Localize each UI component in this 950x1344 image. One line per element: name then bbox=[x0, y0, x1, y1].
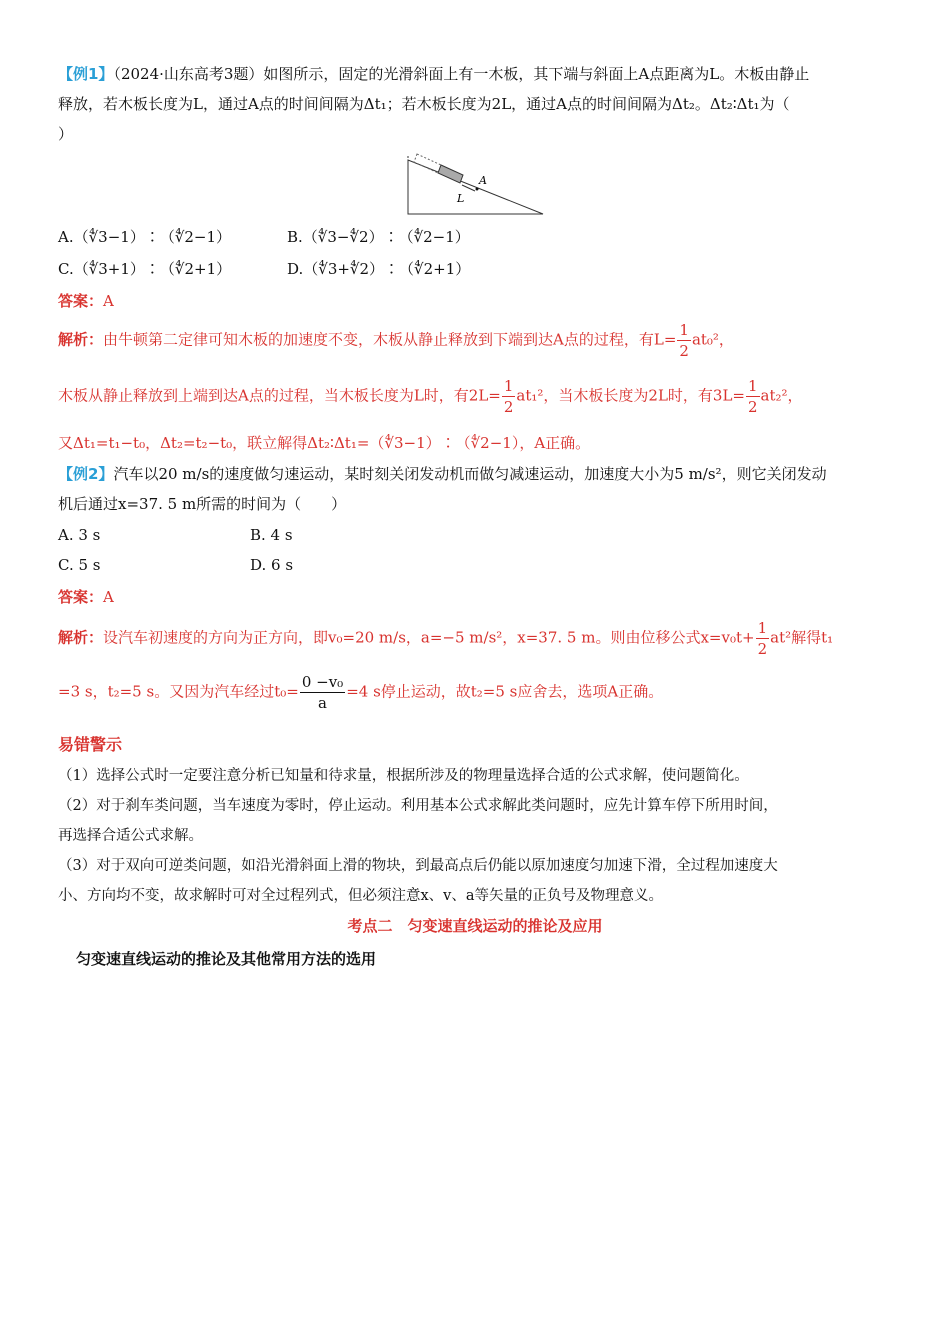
ex1-analysis-line1 bbox=[58, 320, 734, 361]
ex2-answer bbox=[58, 586, 114, 607]
ex1-analysis1-tail: at₀²， bbox=[691, 330, 734, 349]
half-fraction bbox=[746, 376, 760, 417]
half-den: 2 bbox=[679, 342, 689, 360]
half-fraction bbox=[677, 320, 691, 361]
half-den: 2 bbox=[503, 398, 514, 416]
warning-p2a: （2）对于刹车类问题，当车速度为零时，停止运动。利用基本公式求解此类问题时，应先计算车停下所用时间， bbox=[58, 798, 778, 814]
half-num: 1 bbox=[748, 377, 758, 395]
ex2-option-b: B. 4 s bbox=[250, 526, 293, 544]
ex1-analysis2c: at₂²， bbox=[760, 386, 803, 405]
ex2-answer-label: 答案： bbox=[58, 588, 104, 606]
ex2-analysis1b: at²解得t₁ bbox=[770, 628, 834, 647]
half-fraction bbox=[502, 376, 516, 417]
section-title: 考点二 匀变速直线运动的推论及应用 bbox=[347, 917, 603, 935]
section-subtitle: 匀变速直线运动的推论及其他常用方法的选用 bbox=[76, 950, 377, 968]
ex2-tag: 【例2】 bbox=[58, 465, 114, 483]
ex2-text1: 汽车以20 m/s的速度做匀速运动，某时刻关闭发动机而做匀减速运动，加速度大小为5 m/s²，则它关闭发动 bbox=[113, 465, 827, 483]
ex1-analysis3: 又Δt₁=t₁−t₀，Δt₂=t₂−t₀，联立解得Δt₂∶Δt₁=（∜3−1）∶（∜2−1），A正确。 bbox=[58, 434, 591, 452]
half-fraction bbox=[756, 618, 770, 659]
ex2-text2: 机后通过x=37. 5 m所需的时间为（ ） bbox=[58, 495, 347, 513]
half-num: 1 bbox=[503, 377, 514, 395]
ex1-analysis2a: 木板从静止释放到上端到达A点的过程，当木板长度为L时，有2L= bbox=[58, 386, 501, 405]
ex1-analysis-label: 解析： bbox=[58, 330, 104, 349]
ex2-analysis2b: =4 s停止运动，故t₂=5 s应舍去，选项A正确。 bbox=[346, 682, 664, 701]
stop-time-den: a bbox=[318, 694, 327, 712]
ex2-option-d: D. 6 s bbox=[250, 556, 294, 574]
ex1-option-a: A.（∜3−1）∶（∜2−1） bbox=[58, 228, 232, 246]
warning-p2b: 再选择合适公式求解。 bbox=[58, 828, 203, 844]
ex1-option-d: D.（∜3+∜2）∶（∜2+1） bbox=[287, 260, 471, 278]
ex1-answer bbox=[58, 290, 114, 311]
warning-p1: （1）选择公式时一定要注意分析已知量和待求量，根据所涉及的物理量选择合适的公式求解，使问题简化。 bbox=[58, 768, 749, 784]
half-num: 1 bbox=[679, 321, 689, 339]
ex1-text1: （2024·山东高考3题）如图所示，固定的光滑斜面上有一木板，其下端与斜面上A点距离为L。木板由静止 bbox=[113, 65, 810, 83]
half-den: 2 bbox=[757, 640, 768, 658]
incline-figure bbox=[405, 152, 550, 218]
ex1-analysis1: 由牛顿第二定律可知木板的加速度不变，木板从静止释放到下端到达A点的过程，有L= bbox=[103, 330, 677, 349]
warning-title: 易错警示 bbox=[58, 735, 123, 754]
stop-time-fraction bbox=[300, 672, 345, 713]
label-l: L bbox=[457, 192, 465, 205]
ex2-analysis-label: 解析： bbox=[58, 628, 104, 647]
ex2-option-a: A. 3 s bbox=[58, 526, 101, 544]
ex2-analysis-line1 bbox=[58, 618, 833, 659]
ex1-analysis2b: at₁²，当木板长度为2L时，有3L= bbox=[516, 386, 745, 405]
label-a: A bbox=[479, 174, 487, 187]
ex1-answer-value: A bbox=[103, 292, 114, 310]
ex1-option-b: B.（∜3−∜2）∶（∜2−1） bbox=[287, 228, 470, 246]
ex2-option-c: C. 5 s bbox=[58, 556, 101, 574]
ex1-tag: 【例1】 bbox=[58, 65, 114, 83]
ex2-analysis1a: 设汽车初速度的方向为正方向，即v₀=20 m/s，a=−5 m/s²，x=37. 5 m。则由位移公式x=v₀t+ bbox=[103, 628, 755, 647]
ex1-text3: ） bbox=[58, 125, 74, 143]
ex1-text2: 释放，若木板长度为L，通过A点的时间间隔为Δt₁；若木板长度为2L，通过A点的时间间隔为Δt₂。Δt₂∶Δt₁为（ bbox=[58, 95, 790, 113]
warning-p3b: 小、方向均不变，故求解时可对全过程列式，但必须注意x、v、a等矢量的正负号及物理意义。 bbox=[58, 888, 664, 904]
ex2-answer-value: A bbox=[103, 588, 114, 606]
half-den: 2 bbox=[748, 398, 758, 416]
ex2-analysis-line2 bbox=[58, 672, 663, 713]
stop-time-num: 0 −v₀ bbox=[301, 673, 344, 691]
ex2-analysis2a: =3 s，t₂=5 s。又因为汽车经过t₀= bbox=[58, 682, 299, 701]
ex2-line1 bbox=[58, 464, 827, 484]
dashed-board bbox=[414, 154, 441, 173]
warning-p3a: （3）对于双向可逆类问题，如沿光滑斜面上滑的物块，到最高点后仍能以原加速度匀加速下滑，全过程加速度大 bbox=[58, 858, 778, 874]
ex1-analysis-line2 bbox=[58, 376, 803, 417]
point-a bbox=[476, 188, 479, 191]
wood-board bbox=[438, 165, 463, 183]
ex1-line1 bbox=[58, 64, 809, 84]
ex1-option-c: C.（∜3+1）∶（∜2+1） bbox=[58, 260, 232, 278]
ex1-answer-label: 答案： bbox=[58, 292, 104, 310]
half-num: 1 bbox=[757, 619, 768, 637]
